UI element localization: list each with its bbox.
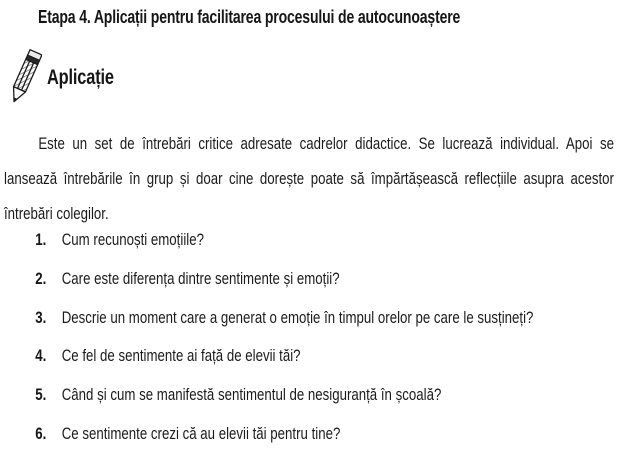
- pencil-icon: [8, 46, 42, 108]
- question-text: Care este diferența dintre sentimente și emoții?: [61, 268, 340, 288]
- page-title: Etapa 4. Aplicații pentru facilitarea procesului de autocunoaștere: [38, 7, 461, 27]
- question-text: Descrie un moment care a generat o emoție în timpul orelor pe care le susțineți?: [61, 307, 534, 327]
- question-text: Când și cum se manifestă sentimentul de nesiguranță în școală?: [61, 385, 442, 405]
- section-label: Aplicație: [47, 66, 114, 89]
- list-item: [35, 337, 624, 376]
- list-item: [35, 376, 624, 415]
- question-number: 4.: [35, 346, 47, 366]
- question-list: [4, 221, 624, 454]
- question-number: 6.: [35, 423, 47, 443]
- section-header: [8, 44, 308, 108]
- question-number: 2.: [35, 268, 47, 288]
- list-item: [35, 415, 624, 454]
- list-item: [35, 221, 624, 260]
- question-number: 5.: [35, 385, 47, 405]
- question-text: Cum recunoști emoțiile?: [61, 230, 204, 249]
- question-number: 1.: [35, 230, 47, 249]
- list-item: [35, 260, 624, 299]
- question-text: Ce sentimente crezi că au elevii tăi pentru tine?: [61, 423, 341, 443]
- intro-paragraph: Este un set de întrebări critice adresate cadrelor didactice. Se lucrează individual. Apoi se lansează întrebările în grup și doar cine dorește poate să împărtășească reflecțiile asupra acestor întrebări colegilor.: [4, 134, 614, 223]
- list-item: [35, 299, 624, 338]
- question-text: Ce fel de sentimente ai față de elevii tăi?: [61, 346, 301, 366]
- question-number: 3.: [35, 307, 47, 327]
